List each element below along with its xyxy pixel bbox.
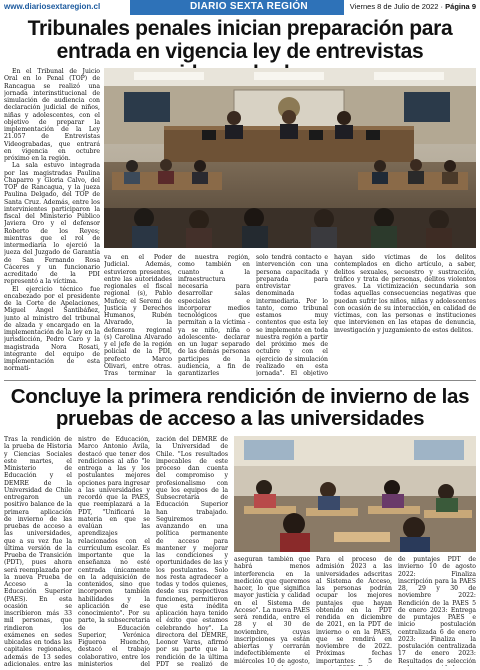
section-title: DIARIO SEXTA REGIÓN [190, 1, 308, 12]
article2-col1: Tras la rendición de la prueba de Historia y Ciencias Sociales este martes, el Ministerio de Educación y el DEMRE de la Universidad de Chile entregaron un positivo balance de la primera aplicación de invierno de las pruebas de acceso a las universidades, que a su vez fue la última versión de la Prueba de Transición (PDT), pues ahora será reemplazada por la nueva Prueba de Acceso a la Educación Superior (PAES). En esta ocasión se inscribieron más 33 mil personas, que rindieron los exámenes en sedes ubicadas en todas las capitales regionales, además de 13 sedes adicionales, entre las [4, 436, 72, 666]
article2-headline: Concluye la primera rendición de invierno de las pruebas de acceso a las universidades [10, 385, 470, 431]
article2-col3: zación del DEMRE de la Universidad de Chile. "Los resultados impecables de este proceso dan cuenta del compromiso y profesionalismo con que los equipos de la Subsecretaría de Educación Superior han trabajado. Seguiremos avanzando en una política permanente de acceso para mantener y mejorar las condiciones y oportunidades de las y los postulantes. Solo nos resta agradecer a todas y todos quienes, desde sus respectivas funciones, permitieron que esta inédita aplicación haya tenido el éxito que estamos celebrando hoy". La directora del DEMRE, Leonor Varas, afirmó por su parte que la rendición de la última PDT se realizó de [156, 436, 228, 666]
article1-p1: En el Tribunal de Juicio Oral en lo Penal (TOP) de Rancagua se realizó una jornada interinstitucional de simulación de audiencia con declaración judicial de niños, niñas y adolescentes, con el objetivo de preparar la implementación de la Ley 21.057 de Entrevistas Videograbadas, que entrará en vigencia en octubre próximo en la región. [4, 68, 100, 162]
article1-col1 [4, 68, 100, 376]
article1-headline: Tribunales penales inician preparación para entrada en vigencia ley de entrevistas [27, 17, 453, 63]
page-number: Página 9 [445, 2, 476, 11]
issue-date [350, 2, 476, 11]
article1-col5: hayan sido víctimas de los delitos contemplados en dicho artículo, a saber, delitos sexuales, secuestro y sustracción, tráfico y trata de personas, delitos violentos graves. La victimización secundaria son todas aquellas consecuencias negativas que puedan sufrir los niños, niñas y adolescentes con ocasión de su interacción, en calidad de víctimas, con las personas e instituciones que intervienen en las etapas de denuncia, investigación y juzgamiento de estos delitos. [334, 254, 476, 334]
site-url[interactable]: www.diariosextaregion.cl [4, 2, 101, 11]
article2-col4: aseguran también que habrá menos interferencia en la medición que queremos hacer, lo que significa mayor justicia y calidad en el Sistema de Acceso". La nueva PAES será rendida, entre el 28 y el 30 de noviembre, cuyas inscripciones ya están abiertas y cerrarán indefectiblemente el miércoles 10 de agosto, [234, 556, 310, 665]
article1-col3: de nuestra región, como también en cuanto a la infraestructura necesaria para desarrollar salas especiales e incorporar medios tecnológicos que permitan a la víctima -ya se niño, niña o adolescente- declarar en un lugar separado de las demás personas participes de la audiencia, a fin de garantizarles [178, 254, 250, 376]
masthead [0, 0, 480, 15]
article2-col6: de puntajes PDT de invierno 10 de agosto 2022: Finaliza inscripción para la PAES 28, 29 y 30 de noviembre 2022: Rendición de la PAES 5 de enero 2023: Entrega de puntajes PAES e inicio postulación centralizada 6 de enero 2023: Finaliza la postulación centralizada 17 de enero 2023: Resultados de selección [398, 556, 476, 665]
article1-p2: La sala estuvo integrada por las magistradas Paulina Chaparro y Gloria Calvo, del TOP de Rancagua, y la jueza Paulina Delgado, del TOP de Santa Cruz. Además, entre los intervinientes participaron la fiscal del Ministerio Público Javiera Oro y el defensor Roberto de los Reyes; mientras que el rol de intermediaria lo ejerció la jueza del Juzgado de Garantía de San Fernando Rosa Cáceres y un funcionario acreditado de la PDI representó a la víctima. [4, 162, 100, 286]
article1-col4: solo tendrá contacto e intervención con una persona capacitada y preparada para entrevistar denominada intermediaria. Por lo tanto, como tribunal estamos muy contentos que esta ley se implemente en toda nuestra región a partir del próximo mes de octubre y con el ejercicio de simulación realizado en esta jornada". El objetivo [256, 254, 328, 376]
courtroom-photo [104, 68, 476, 248]
exam-photo [234, 436, 476, 552]
article2-col2: nistro de Educación, Marco Antonio Ávila, destacó que tener dos rendiciones al año "le entrega a las y los postulantes mejores opciones para ingresar a las universidades y recordó que la PAES, que reemplazará a la PDT, "Unificará la materia en que se evalúan las aprendizajes relacionados con el currículum escolar. Es importante que la enseñanza no esté centrada únicamente en la adquisición de contenidos, sino que incorporen también habilidades y la aplicación de ese conocimiento". Por su parte, la subsecretaria de Educación Superior, Verónica Figueroa Huencho, destacó el trabajo colaborativo, entre los ministerios del [78, 436, 150, 666]
article2-col5: Para el proceso de admisión 2023 a las universidades adscritas al Sistema de Acceso, las personas podrán ocupar los mejores puntajes que hayan obtenido en la PDT rendida en diciembre de 2021, en la PDT de invierno o en la PAES, que se rendirá en noviembre de 2022. Próximas fechas importantes: 5 de [316, 556, 392, 665]
date-text: Viernes 8 de Julio de 2022 · [349, 2, 444, 11]
article-divider [4, 380, 476, 381]
article1-p3: El ejercicio técnico fue encabezado por el presidente de la Corte de Apelaciones, Miguel Ángel Santibáñez, junto al ministro del tribunal de alzada y encargado en la implementación de la ley en la jurisdicción, Pedro Caro y la magistrada Nora Rosati, integrante del equipo de implementación de esta normati- [4, 285, 100, 373]
article1-col2: va en el Poder Judicial. Además, estuvieron presentes, entre las autoridades regionales el fiscal regional (s), Pablo Muñoz; el Seremi de Justicia y Derechos Humanos, Rubén Alvarado, la defensora regional (s) Carolina Alvarado y el jefe de la región policial de la PDI, prefecto Marco Olivari, entre otras. Tras terminar la [104, 254, 172, 376]
